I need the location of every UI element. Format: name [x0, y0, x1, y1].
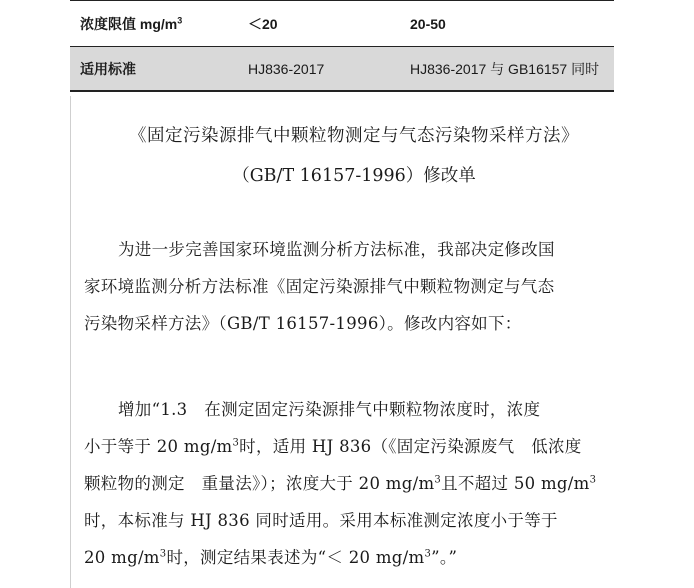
concentration-limit-label: 浓度限值 $mg/m^3$: [80, 14, 183, 32]
table-row: [70, 0, 614, 46]
paragraph-line: 时，本标准与 HJ 836 同时适用。采用本标准测定浓度小于等于: [84, 511, 558, 530]
paragraph-line: 增加“1.3 在测定固定污染源排气中颗粒物浓度时，浓度: [118, 400, 541, 419]
paragraph-line: 污染物采样方法》（GB/T 16157-1996）。修改内容如下：: [84, 314, 522, 333]
unit-superscript: 3: [177, 14, 183, 25]
paragraph-line: 小于等于 20 $mg/m^3$时，适用 HJ 836（《固定污染源废气 低浓度: [84, 437, 582, 456]
document-title: 《固定污染源排气中颗粒物测定与气态污染物采样方法》: [129, 126, 579, 146]
standard-value-low: HJ836-2017: [248, 60, 325, 77]
paragraph-line: 为进一步完善国家环境监测分析方法标准，我部决定修改国: [118, 240, 555, 259]
table-row: [70, 46, 614, 92]
paragraph-line: 颗粒物的测定 重量法》）；浓度大于 20 $mg/m^3$且不超过 50 $mg/m^3$: [84, 474, 597, 493]
paragraph-line: 20 $mg/m^3$时，测定结果表述为“＜ 20 $mg/m^3$”。”: [84, 548, 458, 567]
page-left-rule: [70, 96, 71, 588]
document-subtitle: （GB/T 16157-1996）修改单: [232, 166, 476, 186]
paragraph-line: 家环境监测分析方法标准《固定污染源排气中颗粒物测定与气态: [84, 277, 555, 296]
applicable-standard-label: 适用标准: [80, 60, 136, 77]
limit-value-mid: 20-50: [410, 15, 446, 32]
limit-value-low: ＜20: [248, 15, 278, 32]
standard-value-mid: HJ836-2017 与 GB16157 同时: [410, 60, 600, 77]
